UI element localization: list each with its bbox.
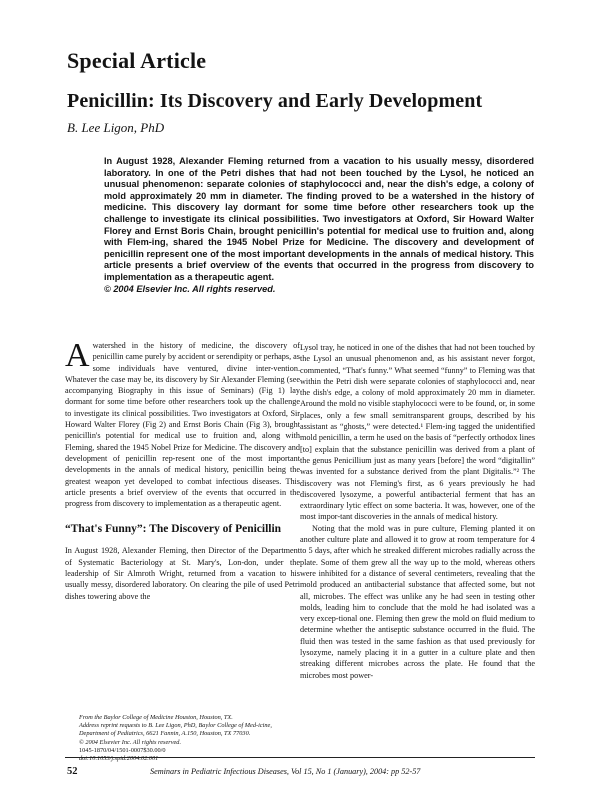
body-column-left [65,337,300,602]
journal-citation: Seminars in Pediatric Infectious Diseases, Vol 15, No 1 (January), 2004: pp 52-57 [150,767,421,776]
abstract-text: In August 1928, Alexander Fleming returned from a vacation to his usually messy, disordered laboratory. In one of the Petri dishes that had not been touched by the Lysol, he noticed an unusual phenomenon: separate colonies of staphylococci and, near the dish's edge, a colony of mold approximately 20 mm in diameter. The finding proved to be a watershed in the history of medicine. This discovery lay dormant for some time before other researchers took up the challenge to investigate its clinical possibilities. Two investigators at Oxford, Sir Howard Walter Florey and Ernst Boris Chain, brought penicillin's potential for medical use to fruition and, along with Flem-ing, shared the 1945 Nobel Prize for Medicine. The discovery and development of penicillin represent one of the most important developments in the annals of medical history. This article presents a brief overview of the events that occurred in the progress from discovery to implementation as a therapeutic agent. [104,156,534,282]
abstract [104,156,534,295]
footnote-issn: 1045-1870/04/1501-0007$30.00/0 [79,746,166,754]
section-paragraph: In August 1928, Alexander Fleming, then Director of the Department of Systematic Bacteriology at St. Mary's, Lon-don, under the leadership of Sir Almroth Wright, returned from a vacation to his usually messy, disordered laboratory. On clearing the pile of used Petri dishes towering above the [65,546,300,601]
intro-paragraph [65,337,300,509]
body-column-right [300,342,535,681]
abstract-copyright: © 2004 Elsevier Inc. All rights reserved. [104,283,276,294]
right-paragraph-1: Lysol tray, he noticed in one of the dishes that had not been touched by the Lysol an unusual phenomenon and, as his assistant never forgot, commented, “That's funny.” What seemed “funny” to Fleming was that within the Petri dish were separate colonies of staphylococci and, near the dish's edge, a colony of mold approximately 20 mm in diameter. Around the mold no visible staphylococci were to be found, or, in some places, only a few small semitransparent groups, described by his assistant as “ghosts,” were detected.¹ Flem-ing tagged the unidentified mold penicillin, a term he used on the basis of “perfectly orthodox lines [to] explain that the substance penicillin was derived from a plant of the genus Penicillium just as many years [before] the word “digitallin” was invented for a substance derived from the plant Digitalis.”² The discovery was not Fleming's first, as 6 years previously he had discovered lysozyme, a powerful antibacterial ferment that has an extraordinary lytic effect on some bacteria. It was, however, one of the most impor-tant discoveries in the annals of medical history. [300,343,535,522]
footnote-doi: doi:10.1053/j.spid.2004.02.001 [79,755,159,763]
footnote-reprints: Address reprint requests to B. Lee Ligon, PhD, Baylor College of Med-icine, Department of Pediatrics, 6621 Fannin, A.150, Houston, TX 77030. [79,722,272,738]
footnote-affiliation: From the Baylor College of Medicine Houston, Houston, TX. [79,714,233,721]
footer-rule [65,757,535,758]
article-title: Penicillin: Its Discovery and Early Development [67,90,483,112]
right-paragraph-2: Noting that the mold was in pure culture, Fleming planted it on another culture plate and allowed it to grow at room temperature for 4 to 5 days, after which he streaked different microbes radially across the plate. Some of them grew all the way up to the mold, whereas others were inhibited for a distance of several centimeters, revealing that the mold produced an antibacterial substance that affected some, but not all, microbes. The effect was unlike any he had seen in testing other molds, leading him to conclude that the mold he had isolated was a very excep-tional one. Fleming then grew the mold on fluid medium to determine whether the antiseptic substance occurred in the fluid. The fluid then was tested in the same fashion as that used previously for lysozyme, namely placing it in a gutter in a culture plate and then streaking different microbes across the plate. He found that the microbes most power- [300,523,535,680]
author-byline: B. Lee Ligon, PhD [67,120,165,135]
footnote-copyright: © 2004 Elsevier Inc. All rights reserved. [79,738,182,746]
page-number: 52 [67,766,78,777]
section-heading: “That's Funny”: The Discovery of Penicillin [65,523,282,536]
intro-text: watershed in the history of medicine, the discovery of penicillin came purely by accident or serendipity or perhaps, as some individuals have ventured, divine inter-vention. Whatever the case may be, its discovery by Sir Alexander Fleming (see accompanying Biography in this issue of Seminars) (Fig 1) lay dormant for some time before other researchers took up the challenge to investigate its clinical possibilities. Two investigators at Oxford, Sir Howard Walter Florey (Fig 2) and Ernst Boris Chain (Fig 3), brought penicillin's potential for medical use to fruition and, along with Fleming, shared the 1945 Nobel Prize for Medicine. The discovery and development of penicillin rep-resent one of the most important developments in the annals of medical history, penicillin being the greatest weapon yet developed to combat infectious diseases. This article presents a brief overview of the events that occurred in the progress from discovery to implementation as a therapeutic agent. [65,341,300,509]
footnotes [79,714,301,763]
section-label: Special Article [67,48,207,73]
drop-cap: A [65,337,90,374]
